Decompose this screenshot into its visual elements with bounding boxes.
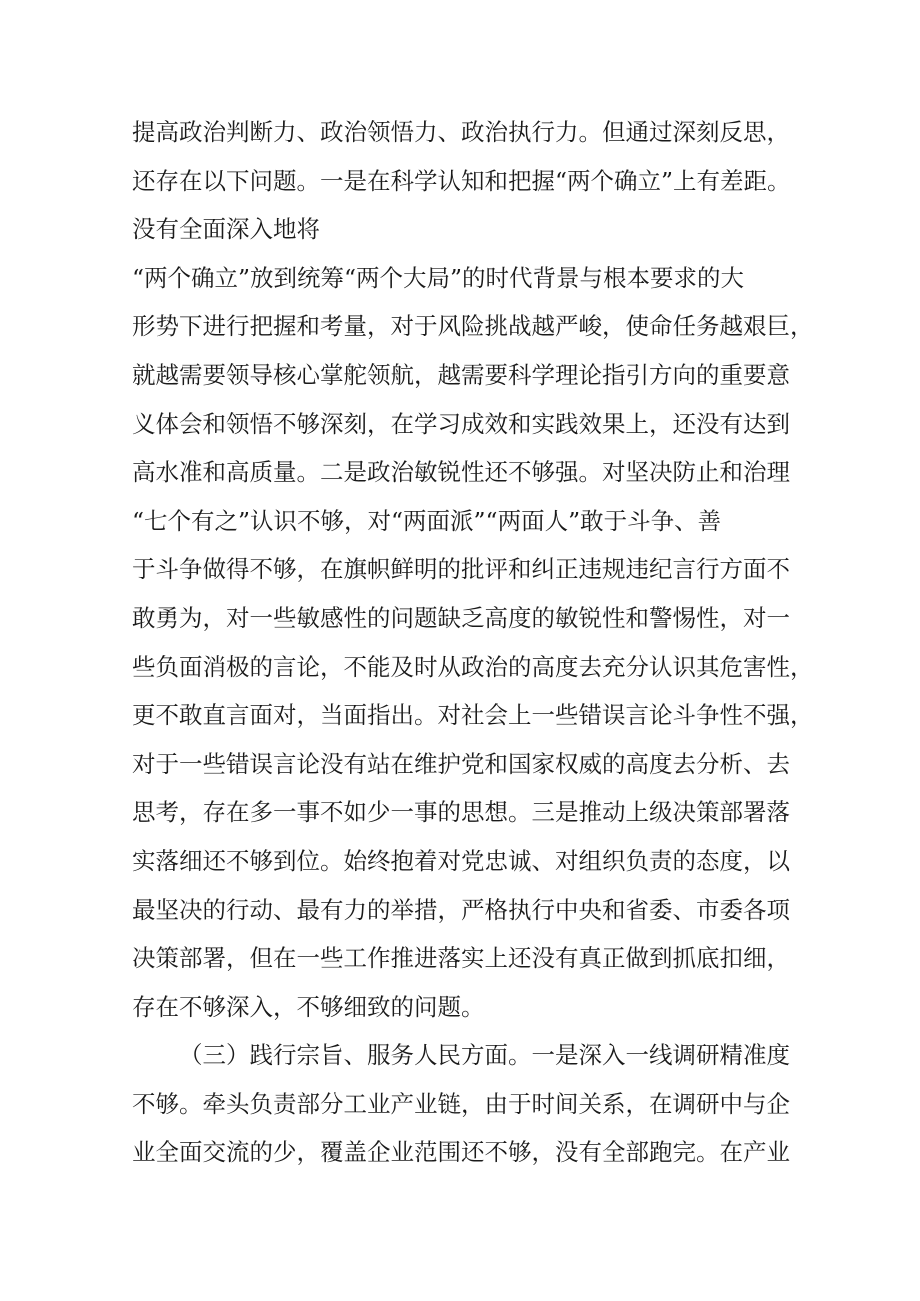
text-line: 敢勇为，对一些敏感性的问题缺乏高度的敏锐性和警惕性，对一 <box>132 603 790 632</box>
text-line: 就越需要领导核心掌舵领航，越需要科学理论指引方向的重要意 <box>132 360 790 389</box>
text-line: 思考，存在多一事不如少一事的思想。三是推动上级决策部署落 <box>132 798 790 827</box>
text-line: 更不敢直言面对，当面指出。对社会上一些错误言论斗争性不强， <box>132 701 814 730</box>
text-line: 不够。牵头负责部分工业产业链，由于时间关系，在调研中与企 <box>132 1089 790 1118</box>
text-line: 决策部署，但在一些工作推进落实上还没有真正做到抓底扣细， <box>132 944 790 973</box>
text-line: 存在不够深入，不够细致的问题。 <box>132 992 485 1021</box>
text-line: “七个有之”认识不够，对“两面派”“两面人”敢于斗争、善 <box>132 506 722 535</box>
text-line: 实落细还不够到位。始终抱着对党忠诚、对组织负责的态度，以 <box>132 846 790 875</box>
text-line: 提高政治判断力、政治领悟力、政治执行力。但通过深刻反思， <box>132 118 790 146</box>
text-line: 些负面消极的言论，不能及时从政治的高度去充分认识其危害性， <box>132 652 814 681</box>
text-line: “两个确立”放到统筹“两个大局”的时代背景与根本要求的大 <box>132 263 745 292</box>
text-line: 最坚决的行动、最有力的举措，严格执行中央和省委、市委各项 <box>132 895 790 924</box>
text-line: 于斗争做得不够，在旗帜鲜明的批评和纠正违规违纪言行方面不 <box>132 555 790 584</box>
text-line: 形势下进行把握和考量，对于风险挑战越严峻，使命任务越艰巨， <box>132 312 814 341</box>
section-heading-line: （三）践行宗旨、服务人民方面。一是深入一线调研精准度 <box>179 1041 790 1070</box>
text-line: 义体会和领悟不够深刻，在学习成效和实践效果上，还没有达到 <box>132 409 790 438</box>
body-text <box>132 108 812 1177</box>
text-line: 还存在以下问题。一是在科学认知和把握“两个确立”上有差距。 <box>132 166 791 195</box>
text-line: 业全面交流的少，覆盖企业范围还不够，没有全部跑完。在产业 <box>132 1138 790 1167</box>
text-line: 对于一些错误言论没有站在维护党和国家权威的高度去分析、去 <box>132 749 790 778</box>
text-line: 高水准和高质量。二是政治敏锐性还不够强。对坚决防止和治理 <box>132 458 790 487</box>
text-line: 没有全面深入地将 <box>132 215 320 244</box>
